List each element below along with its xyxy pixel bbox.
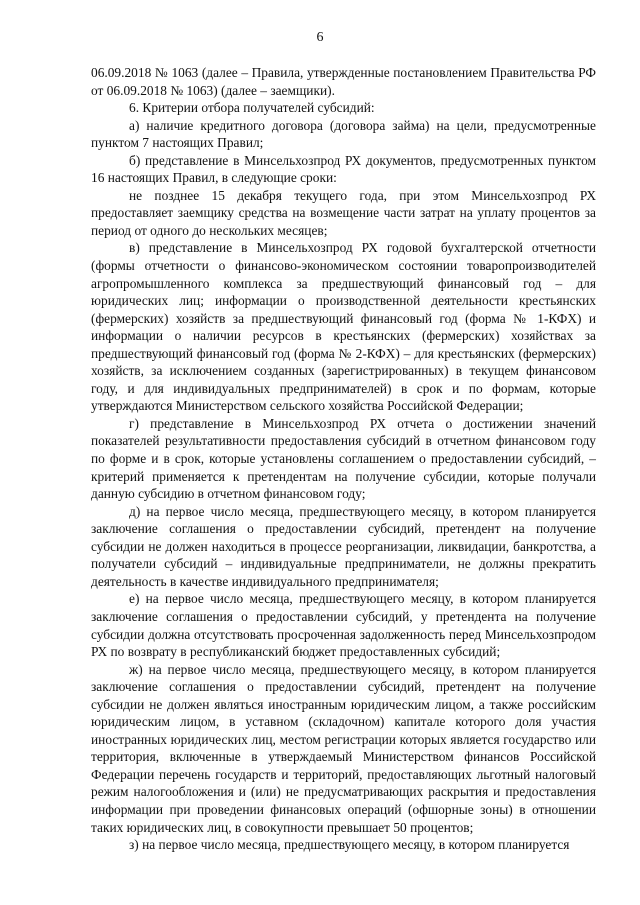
paragraph-section-6-heading: 6. Критерии отбора получателей субсидий: — [129, 100, 375, 116]
paragraph-continuation: 06.09.2018 № 1063 (далее – Правила, утвержденные постановлением Правительства РФ от 06.09.2018 № 1063) (далее – заемщики). — [91, 65, 596, 98]
paragraph-criterion-z: з) на первое число месяца, предшествующего месяцу, в котором планируется — [129, 837, 570, 853]
paragraph-criterion-a: а) наличие кредитного договора (договора займа) на цели, предусмотренные пунктом 7 настоящих Правил; — [91, 117, 596, 151]
paragraph-criterion-d: д) на первое число месяца, предшествующего месяцу, в котором планируется заключение соглашения о предоставлении субсидий, претендент на получение субсидии не должен находиться в процессе реорганизации, ликвидации, банкротства, а получатели субсидий – индивидуальные предприниматели, не должны прекратить деятельность в качестве индивидуального предпринимателя; — [91, 503, 596, 589]
paragraph-criterion-zh: ж) на первое число месяца, предшествующего месяцу, в котором планируется заключение соглашения о предоставлении субсидий, претендент на получение субсидии не должен являться иностранным юридическим лицом, а также российским юридическим лицом, в уставном (складочном) капитале которого доля участия иностранных юридических лиц, местом регистрации которых является государство или территория, включенные в утверждаемый Министерством финансов Российской Федерации перечень государств и территорий, предоставляющих льготный налоговый режим налогообложения и (или) не предусматривающих раскрытия и предоставления информации при проведении финансовых операций (офшорные зоны) в отношении таких юридических лиц, в совокупности превышает 50 процентов; — [91, 661, 596, 835]
paragraph-criterion-b: б) представление в Минсельхозпрод РХ документов, предусмотренных пунктом 16 настоящих Правил, в следующие сроки: — [91, 152, 596, 186]
paragraph-criterion-v: в) представление в Минсельхозпрод РХ годовой бухгалтерской отчетности (формы отчетности о финансово-экономическом состоянии товаропроизводителей агропромышленного комплекса за предшествующий финансовый год – для юридических лиц; информации о производственной деятельности крестьянских (фермерских) хозяйств за предшествующий финансовый год (форма № 1-КФХ) и информации о наличии ресурсов в крестьянских (фермерских) хозяйствах за предшествующий финансовый год (форма № 2-КФХ) – для крестьянских (фермерских) хозяйств, за исключением созданных (зарегистрированных) в текущем финансовом году, и для индивидуальных предпринимателей) в срок и по формам, которые утверждаются Министерством сельского хозяйства Российской Федерации; — [91, 240, 596, 414]
page-number: 6 — [316, 30, 324, 45]
paragraph-criterion-e: е) на первое число месяца, предшествующего месяцу, в котором планируется заключение соглашения о предоставлении субсидий, у претендента на получение субсидии должна отсутствовать просроченная задолженность перед Минсельхозпродом РХ по возврату в республиканский бюджет предоставленных субсидий; — [91, 591, 596, 660]
paragraph-criterion-g: г) представление в Минсельхозпрод РХ отчета о достижении значений показателей результативности предоставления субсидий в отчетном финансовом году по форме и в срок, которые установлены соглашением о предоставлении субсидий, – критерий применяется к претендентам на получение субсидии, которые получали данную субсидию в отчетном финансовом году; — [91, 415, 596, 502]
paragraph-criterion-b-deadline: не позднее 15 декабря текущего года, при этом Минсельхозпрод РХ предоставляет заемщику средства на возмещение части затрат на уплату процентов за период от одного до нескольких месяцев; — [91, 187, 596, 238]
document-body — [91, 64, 596, 854]
